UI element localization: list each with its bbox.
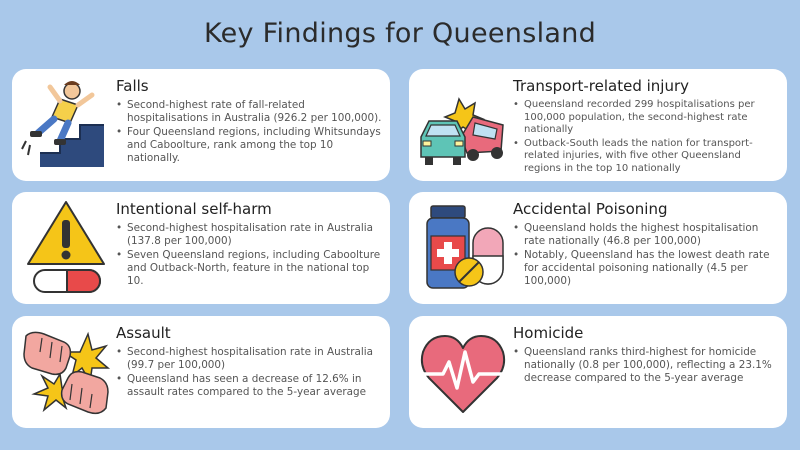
bullet-item: • Queensland has seen a decrease of 12.6% in assault rates compared to the 5-year average <box>116 373 382 399</box>
bullet-item: • Four Queensland regions, including Whitsundays and Caboolture, rank among the top 10 nationally. <box>116 126 382 165</box>
card-heading: Intentional self-harm <box>116 200 272 218</box>
car-crash-icon <box>417 75 509 175</box>
bullet-item: • Second-highest hospitalisation rate in Australia (99.7 per 100,000) <box>116 346 382 372</box>
bullet-item: • Second-highest rate of fall-related hospitalisations in Australia (926.2 per 100,000). <box>116 99 382 125</box>
card-intentional-self-harm <box>12 192 390 304</box>
bullet-item: • Second-highest hospitalisation rate in Australia (137.8 per 100,000) <box>116 222 382 248</box>
warning-pill-icon <box>20 198 112 298</box>
page-title: Key Findings for Queensland <box>203 18 597 49</box>
card-heading: Homicide <box>513 324 584 342</box>
fist-punch-icon <box>20 322 112 422</box>
card-assault <box>12 316 390 428</box>
card-heading: Assault <box>116 324 171 342</box>
bullet-item: • Queensland ranks third-highest for homicide nationally (0.8 per 100,000), reflecting a 23.1% decrease compared to the 5-year average <box>513 346 779 385</box>
bullet-item: • Outback-South leads the nation for transport-related injuries, with five other Queensland regions in the top 10 nationally <box>513 138 779 176</box>
heartbeat-icon <box>417 322 509 422</box>
card-heading: Transport-related injury <box>513 77 690 95</box>
card-homicide <box>409 316 787 428</box>
bullet-item: • Queensland holds the highest hospitalisation rate nationally (46.8 per 100,000) <box>513 222 779 248</box>
bullet-item: • Notably, Queensland has the lowest death rate for accidental poisoning nationally (4.5 per 100,000) <box>513 249 779 288</box>
card-heading: Accidental Poisoning <box>513 200 668 218</box>
bullet-item: • Queensland recorded 299 hospitalisations per 100,000 population, the second-highest rate nationally <box>513 99 779 137</box>
falling-person-icon <box>20 75 112 175</box>
card-heading: Falls <box>116 77 149 95</box>
card-falls <box>12 69 390 181</box>
medicine-bottle-icon <box>417 198 509 298</box>
bullet-item: • Seven Queensland regions, including Caboolture and Outback-North, feature in the national top 10. <box>116 249 382 288</box>
card-accidental-poisoning <box>409 192 787 304</box>
card-transport-injury <box>409 69 787 181</box>
